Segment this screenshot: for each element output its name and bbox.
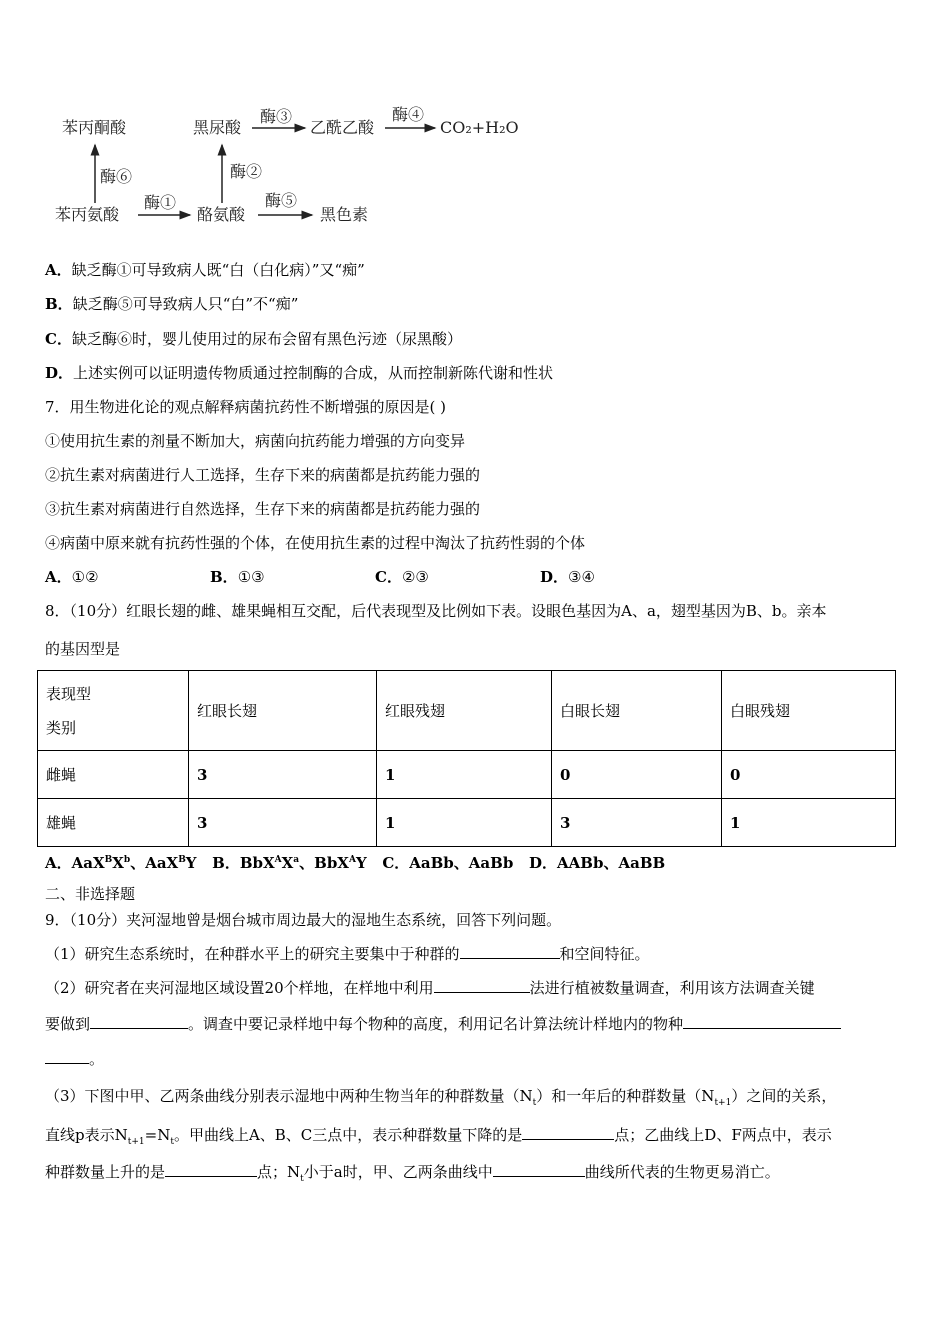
- q7-item-4: ④病菌中原来就有抗药性强的个体，在使用抗生素的过程中淘汰了抗药性弱的个体: [45, 534, 586, 552]
- table-cell: 3: [189, 799, 377, 847]
- node-tyrosine: 酪氨酸: [197, 205, 246, 224]
- node-phenylpyruvic: 苯丙酮酸: [62, 118, 127, 137]
- table-cell: 1: [377, 751, 552, 799]
- label-e6: 酶⑥: [100, 167, 133, 186]
- table-header-row: [38, 671, 896, 751]
- answer-blank[interactable]: [460, 943, 560, 959]
- answer-blank[interactable]: [493, 1161, 585, 1177]
- label-e5: 酶⑤: [265, 191, 298, 210]
- table-cell: 0: [552, 751, 722, 799]
- q9-part3-line2: 直线p表示$N_{t+1}=N_t$。甲曲线上A、B、C三点中，表示种群数量下降的是 点；乙曲线上D、F两点中，表示: [45, 1126, 832, 1147]
- q6-option-c: C．缺乏酶⑥时，婴儿使用过的尿布会留有黑色污迹（尿黑酸）: [45, 330, 462, 348]
- q9-part2-line2: 要做到 。调查中要记录样地中每个物种的高度，利用记名计算法统计样地内的物种: [45, 1013, 841, 1034]
- node-homogentisic: 黑尿酸: [193, 118, 242, 137]
- q7-stem: 7．用生物进化论的观点解释病菌抗药性不断增强的原因是( ): [45, 398, 447, 416]
- label-e3: 酶③: [260, 107, 293, 126]
- node-acetoacetic: 乙酰乙酸: [310, 118, 375, 137]
- q7-item-3: ③抗生素对病菌进行自然选择，生存下来的病菌都是抗药能力强的: [45, 500, 481, 518]
- node-phenylalanine: 苯丙氨酸: [55, 205, 120, 224]
- label-e2: 酶②: [230, 162, 263, 181]
- node-co2-h2o: CO₂+H₂O: [440, 118, 519, 137]
- q9-part2-line1: （2）研究者在夹河湿地区域设置20个样地，在样地中利用 法进行植被数量调查，利用该方法调查关键: [45, 979, 815, 997]
- q6-option-b: B．缺乏酶⑤可导致病人只“白”不“痴”: [45, 295, 299, 313]
- q9-part3-line3: 种群数量上升的是 点；$N_t$小于a时，甲、乙两条曲线中 曲线所代表的生物更易消亡。: [45, 1163, 780, 1184]
- phenotype-table: [37, 670, 896, 847]
- q8-options: A．$AaX^BX^b$、AaX$^B$Y B．$BbX^AX^a$、BbX$^A$Y C．AaBb、AaBb D．AABb、AaBB: [45, 854, 666, 872]
- table-cell: 3: [189, 751, 377, 799]
- node-melanin: 黑色素: [320, 205, 369, 224]
- table-row: [38, 799, 896, 847]
- label-e4: 酶④: [392, 105, 425, 124]
- header-corner: 表现型 类别: [38, 671, 189, 751]
- column-header: 白眼长翅: [552, 671, 722, 751]
- q8-stem-2: 的基因型是: [45, 640, 121, 658]
- answer-blank[interactable]: [683, 1013, 841, 1029]
- row-label: 雌蝇: [38, 751, 189, 799]
- answer-blank[interactable]: [45, 1048, 89, 1064]
- table-cell: 1: [722, 799, 896, 847]
- row-label: 雄蝇: [38, 799, 189, 847]
- column-header: 红眼残翅: [377, 671, 552, 751]
- q9-part3-line1: （3）下图中甲、乙两条曲线分别表示湿地中两种生物当年的种群数量$(N_t)$和一年后的种群数量$(N_{t+1})$之间的关系，: [45, 1087, 837, 1108]
- q8-stem-1: 8．（10分）红眼长翅的雌、雄果蝇相互交配，后代表现型及比例如下表。设眼色基因为A、a，翅型基因为B、b。亲本: [45, 602, 827, 620]
- answer-blank[interactable]: [522, 1124, 614, 1140]
- column-header: 红眼长翅: [189, 671, 377, 751]
- label-e1: 酶①: [144, 193, 177, 212]
- table-cell: 1: [377, 799, 552, 847]
- table-cell: 3: [552, 799, 722, 847]
- q9-part2-line3: 。: [45, 1048, 104, 1069]
- q9-part1: （1）研究生态系统时，在种群水平上的研究主要集中于种群的 和空间特征。: [45, 945, 650, 963]
- column-header: 白眼残翅: [722, 671, 896, 751]
- q7-options: A．①② B．①③ C．②③ D．③④: [45, 568, 595, 586]
- q7-item-2: ②抗生素对病菌进行人工选择，生存下来的病菌都是抗药能力强的: [45, 466, 481, 484]
- answer-blank[interactable]: [165, 1161, 257, 1177]
- metabolism-pathway-diagram: [40, 95, 540, 230]
- q6-option-a: A．缺乏酶①可导致病人既“白（白化病）”又“痴”: [45, 261, 365, 279]
- answer-blank[interactable]: [90, 1013, 188, 1029]
- table-row: [38, 751, 896, 799]
- section-heading: 二、非选择题: [45, 885, 136, 903]
- table-cell: 0: [722, 751, 896, 799]
- q9-stem: 9．（10分）夹河湿地曾是烟台城市周边最大的湿地生态系统，回答下列问题。: [45, 911, 562, 929]
- answer-blank[interactable]: [434, 977, 530, 993]
- q7-item-1: ①使用抗生素的剂量不断加大，病菌向抗药能力增强的方向变异: [45, 432, 466, 450]
- q6-option-d: D．上述实例可以证明遗传物质通过控制酶的合成，从而控制新陈代谢和性状: [45, 364, 554, 382]
